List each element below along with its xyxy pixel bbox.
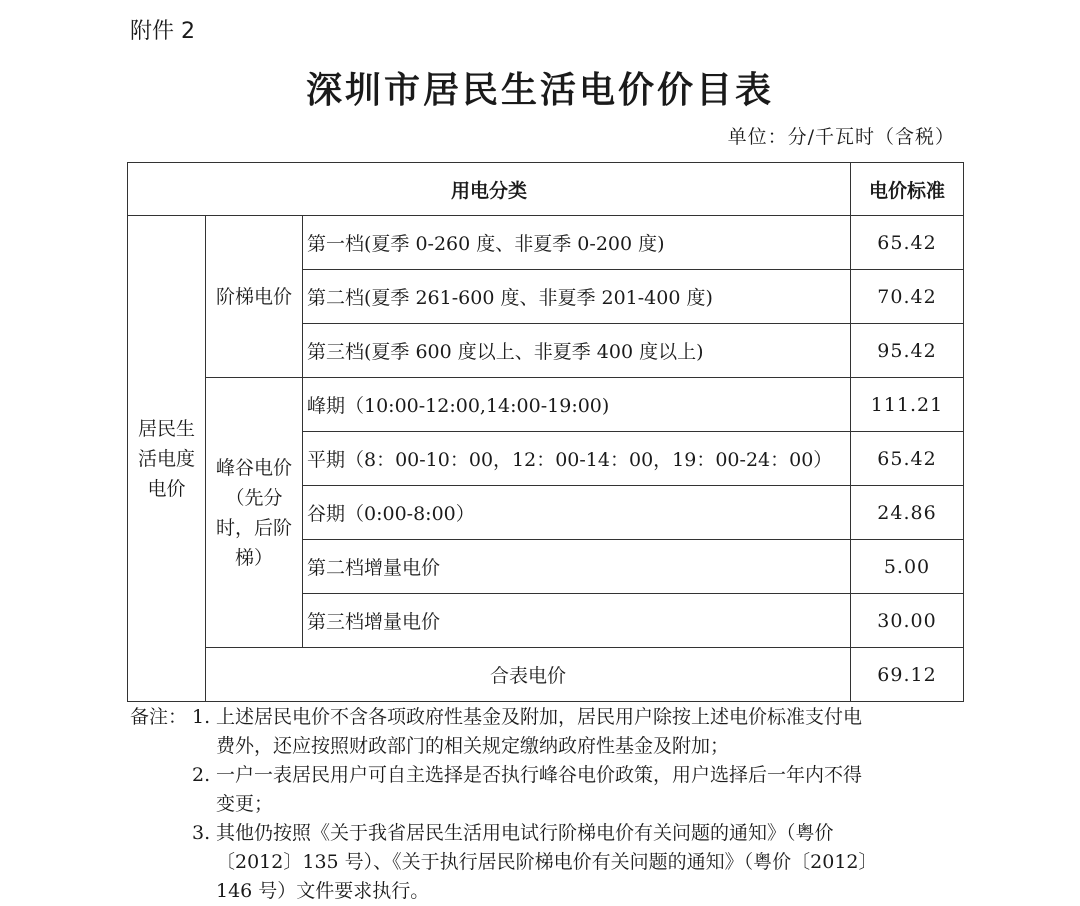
row-price: 95.42 — [851, 324, 964, 378]
tiered-label: 阶梯电价 — [215, 285, 292, 308]
row-desc: 平期（8：00-10：00，12：00-14：00，19：00-24：00） — [303, 432, 851, 486]
row-price: 24.86 — [851, 486, 964, 540]
table-header-row — [128, 163, 964, 216]
row-desc: 峰期（10:00-12:00,14:00-19:00) — [303, 378, 851, 432]
document-title: 深圳市居民生活电价价目表 — [305, 70, 774, 111]
notes-lead: 备注： — [130, 706, 188, 728]
row-desc: 第三档(夏季 600 度以上、非夏季 400 度以上) — [303, 324, 851, 378]
note-item — [130, 819, 960, 906]
note-line: 费外，还应按照财政部门的相关规定缴纳政府性基金及附加； — [216, 735, 730, 757]
tou-cell — [206, 378, 303, 648]
row-price: 70.42 — [851, 270, 964, 324]
row-desc: 第一档(夏季 0-260 度、非夏季 0-200 度) — [303, 216, 851, 270]
note-number: 3. — [192, 822, 211, 844]
price-table — [127, 162, 964, 702]
note-line: 变更； — [216, 793, 274, 815]
row-price: 65.42 — [851, 216, 964, 270]
note-line: 上述居民电价不含各项政府性基金及附加，居民用户除按上述电价标准支付电 — [216, 706, 863, 728]
note-number: 2. — [192, 764, 211, 786]
note-item — [130, 703, 960, 761]
group-label: 居民生活电度电价 — [137, 417, 195, 500]
unit-label: 单位：分/千瓦时（含税） — [727, 126, 955, 148]
group-cell — [128, 216, 206, 702]
row-price: 30.00 — [851, 594, 964, 648]
table-row — [128, 648, 964, 702]
note-line: 一户一表居民用户可自主选择是否执行峰谷电价政策，用户选择后一年内不得 — [216, 764, 863, 786]
attachment-label: 附件 2 — [130, 19, 195, 44]
table-row — [128, 216, 964, 270]
note-text — [216, 761, 960, 819]
tou-label: 峰谷电价（先分时，后阶梯） — [215, 456, 292, 569]
note-number: 1. — [192, 706, 211, 728]
tiered-cell — [206, 216, 303, 378]
merged-price: 69.12 — [851, 648, 964, 702]
note-line: 其他仍按照《关于我省居民生活用电试行阶梯电价有关问题的通知》（粤价 — [216, 822, 834, 844]
header-category: 用电分类 — [128, 163, 851, 216]
row-price: 111.21 — [851, 378, 964, 432]
header-price: 电价标准 — [851, 163, 964, 216]
row-desc: 第三档增量电价 — [303, 594, 851, 648]
note-line: 146 号）文件要求执行。 — [216, 880, 430, 902]
note-text — [216, 819, 960, 906]
note-text — [216, 703, 960, 761]
row-price: 5.00 — [851, 540, 964, 594]
note-item — [130, 761, 960, 819]
row-price: 65.42 — [851, 432, 964, 486]
row-desc: 第二档(夏季 261-600 度、非夏季 201-400 度) — [303, 270, 851, 324]
row-desc: 第二档增量电价 — [303, 540, 851, 594]
merged-label: 合表电价 — [206, 648, 851, 702]
table-row — [128, 378, 964, 432]
notes-section — [130, 703, 960, 906]
row-desc: 谷期（0:00-8:00） — [303, 486, 851, 540]
note-line: 〔2012〕135 号）、《关于执行居民阶梯电价有关问题的通知》（粤价〔2012〕 — [216, 851, 878, 873]
